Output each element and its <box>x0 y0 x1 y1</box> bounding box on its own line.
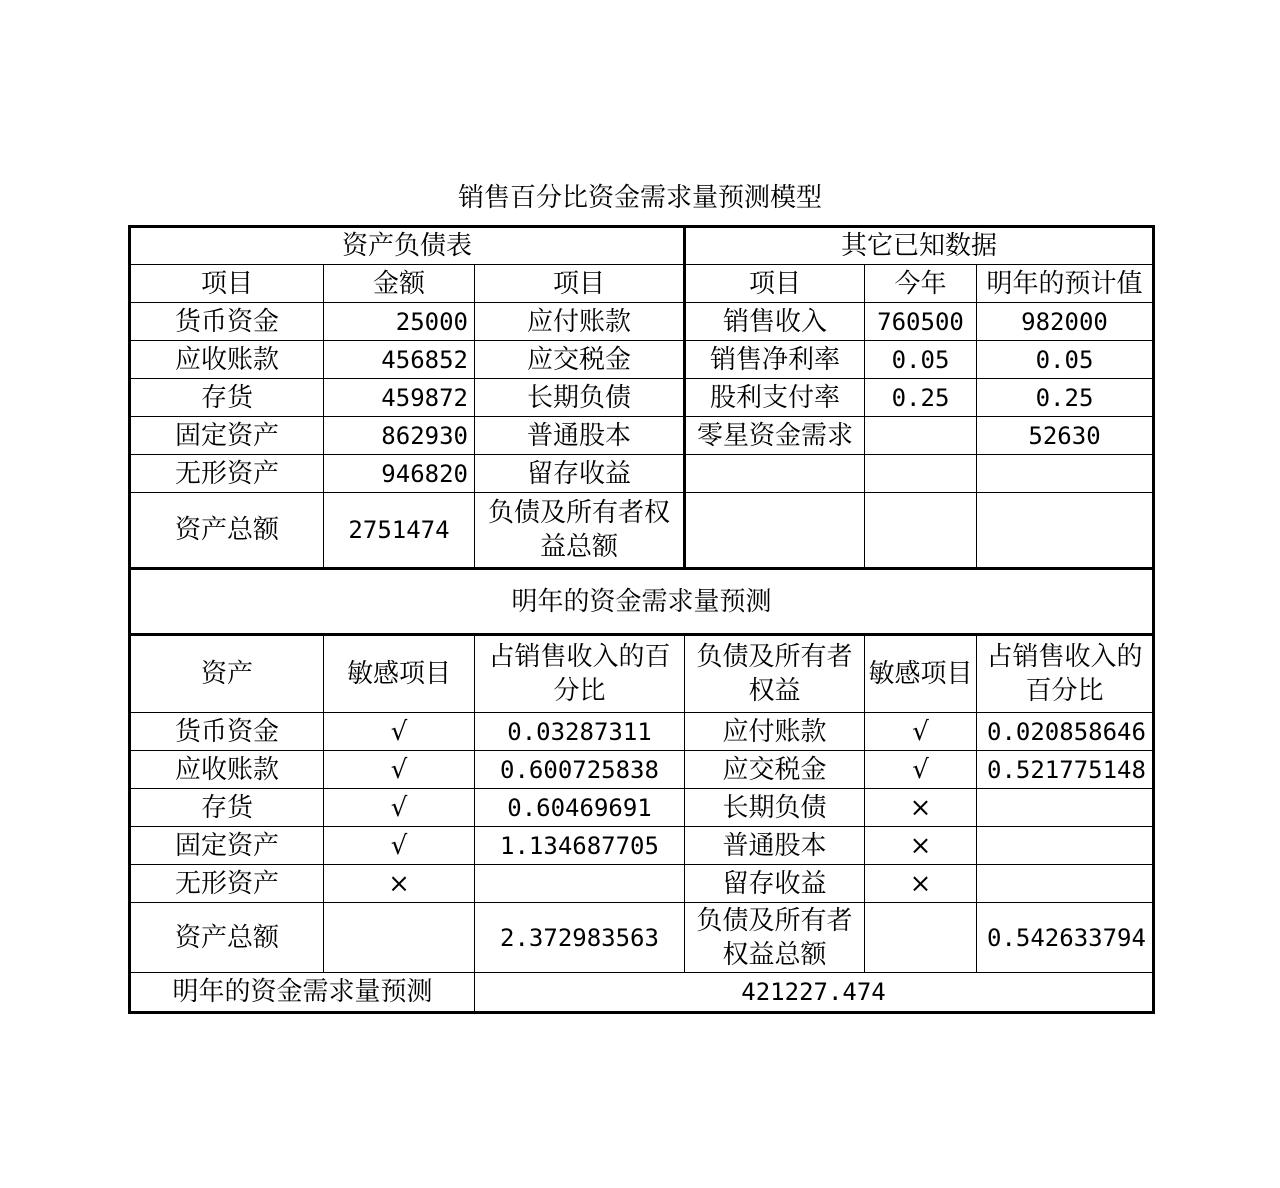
fc-sens-cell[interactable]: √ <box>324 827 475 865</box>
bs-amount-cell[interactable]: 862930 <box>324 417 475 455</box>
fc-asset-cell[interactable]: 存货 <box>130 789 324 827</box>
fc-sens-cell[interactable]: √ <box>324 713 475 751</box>
fc-sens-cell[interactable]: √ <box>324 751 475 789</box>
fc-sens2-cell[interactable]: √ <box>865 751 977 789</box>
bs-asset-cell[interactable]: 无形资产 <box>130 455 324 493</box>
fc-asset-cell[interactable]: 货币资金 <box>130 713 324 751</box>
bs-amount-cell[interactable]: 456852 <box>324 341 475 379</box>
od-this-year-cell[interactable]: 0.25 <box>865 379 977 417</box>
fc-pct-cell[interactable]: 0.60469691 <box>475 789 685 827</box>
bs-amount-cell[interactable]: 946820 <box>324 455 475 493</box>
bs-col-item: 项目 <box>130 265 324 303</box>
fc-liab-cell[interactable]: 应付账款 <box>685 713 865 751</box>
balance-sheet-header: 资产负债表 <box>130 227 685 265</box>
bs-asset-cell[interactable]: 货币资金 <box>130 303 324 341</box>
bs-liability-cell[interactable]: 应付账款 <box>475 303 685 341</box>
bs-liability-cell[interactable]: 长期负债 <box>475 379 685 417</box>
bs-asset-total-cell[interactable]: 资产总额 <box>130 493 324 569</box>
fc-asset-cell[interactable]: 无形资产 <box>130 865 324 903</box>
forecast-model-table <box>128 225 1155 1014</box>
fc-liab-cell[interactable]: 应交税金 <box>685 751 865 789</box>
bs-amount-total-cell[interactable]: 2751474 <box>324 493 475 569</box>
fc-asset-total-cell[interactable]: 资产总额 <box>130 903 324 973</box>
fc-pct-cell[interactable] <box>475 865 685 903</box>
fc-sens-cell[interactable] <box>324 903 475 973</box>
bs-col-item2: 项目 <box>475 265 685 303</box>
od-item-cell[interactable]: 销售净利率 <box>685 341 865 379</box>
bs-asset-cell[interactable]: 固定资产 <box>130 417 324 455</box>
fc-col-sensitive2: 敏感项目 <box>865 635 977 713</box>
od-col-item: 项目 <box>685 265 865 303</box>
fc-sens-cell[interactable]: √ <box>324 789 475 827</box>
fc-liab-total-cell[interactable]: 负债及所有者权益总额 <box>685 903 865 973</box>
fc-sens2-cell[interactable]: × <box>865 789 977 827</box>
fc-pct-cell[interactable]: 0.600725838 <box>475 751 685 789</box>
od-empty-cell[interactable] <box>977 455 1154 493</box>
od-empty-cell[interactable] <box>685 455 865 493</box>
fc-sens2-cell[interactable]: × <box>865 827 977 865</box>
fc-liab-cell[interactable]: 普通股本 <box>685 827 865 865</box>
bs-liability-total-cell[interactable]: 负债及所有者权益总额 <box>475 493 685 569</box>
page-title: 销售百分比资金需求量预测模型 <box>457 183 822 213</box>
od-col-this-year: 今年 <box>865 265 977 303</box>
od-next-year-cell[interactable]: 52630 <box>977 417 1154 455</box>
fc-col-liab: 负债及所有者权益 <box>685 635 865 713</box>
od-item-cell[interactable]: 股利支付率 <box>685 379 865 417</box>
fc-sens2-cell[interactable]: × <box>865 865 977 903</box>
fc-pct2-cell[interactable]: 0.521775148 <box>977 751 1154 789</box>
bs-liability-cell[interactable]: 应交税金 <box>475 341 685 379</box>
od-item-cell[interactable]: 销售收入 <box>685 303 865 341</box>
fc-liab-cell[interactable]: 长期负债 <box>685 789 865 827</box>
od-item-cell[interactable]: 零星资金需求 <box>685 417 865 455</box>
fc-asset-cell[interactable]: 固定资产 <box>130 827 324 865</box>
fc-liab-cell[interactable]: 留存收益 <box>685 865 865 903</box>
fc-pct-total-cell[interactable]: 2.372983563 <box>475 903 685 973</box>
od-next-year-cell[interactable]: 0.25 <box>977 379 1154 417</box>
fc-pct-cell[interactable]: 0.03287311 <box>475 713 685 751</box>
fc-sens2-cell[interactable] <box>865 903 977 973</box>
fc-pct2-cell[interactable] <box>977 827 1154 865</box>
fc-col-pct2: 占销售收入的百分比 <box>977 635 1154 713</box>
result-label: 明年的资金需求量预测 <box>130 973 475 1013</box>
od-empty-cell[interactable] <box>977 493 1154 569</box>
fc-pct2-cell[interactable]: 0.020858646 <box>977 713 1154 751</box>
od-next-year-cell[interactable]: 0.05 <box>977 341 1154 379</box>
bs-asset-cell[interactable]: 应收账款 <box>130 341 324 379</box>
od-this-year-cell[interactable] <box>865 417 977 455</box>
fc-pct2-total-cell[interactable]: 0.542633794 <box>977 903 1154 973</box>
fc-asset-cell[interactable]: 应收账款 <box>130 751 324 789</box>
fc-sens-cell[interactable]: × <box>324 865 475 903</box>
bs-amount-cell[interactable]: 25000 <box>324 303 475 341</box>
bs-amount-cell[interactable]: 459872 <box>324 379 475 417</box>
od-col-next-year: 明年的预计值 <box>977 265 1154 303</box>
bs-col-amount: 金额 <box>324 265 475 303</box>
od-next-year-cell[interactable]: 982000 <box>977 303 1154 341</box>
od-empty-cell[interactable] <box>865 455 977 493</box>
od-this-year-cell[interactable]: 0.05 <box>865 341 977 379</box>
bs-liability-cell[interactable]: 普通股本 <box>475 417 685 455</box>
fc-pct2-cell[interactable] <box>977 865 1154 903</box>
forecast-section-title: 明年的资金需求量预测 <box>130 569 1154 635</box>
bs-asset-cell[interactable]: 存货 <box>130 379 324 417</box>
fc-pct-cell[interactable]: 1.134687705 <box>475 827 685 865</box>
other-data-header: 其它已知数据 <box>685 227 1154 265</box>
od-empty-cell[interactable] <box>685 493 865 569</box>
fc-sens2-cell[interactable]: √ <box>865 713 977 751</box>
result-value[interactable]: 421227.474 <box>475 973 1154 1013</box>
bs-liability-cell[interactable]: 留存收益 <box>475 455 685 493</box>
fc-col-asset: 资产 <box>130 635 324 713</box>
od-this-year-cell[interactable]: 760500 <box>865 303 977 341</box>
fc-col-pct: 占销售收入的百分比 <box>475 635 685 713</box>
fc-col-sensitive: 敏感项目 <box>324 635 475 713</box>
od-empty-cell[interactable] <box>865 493 977 569</box>
fc-pct2-cell[interactable] <box>977 789 1154 827</box>
